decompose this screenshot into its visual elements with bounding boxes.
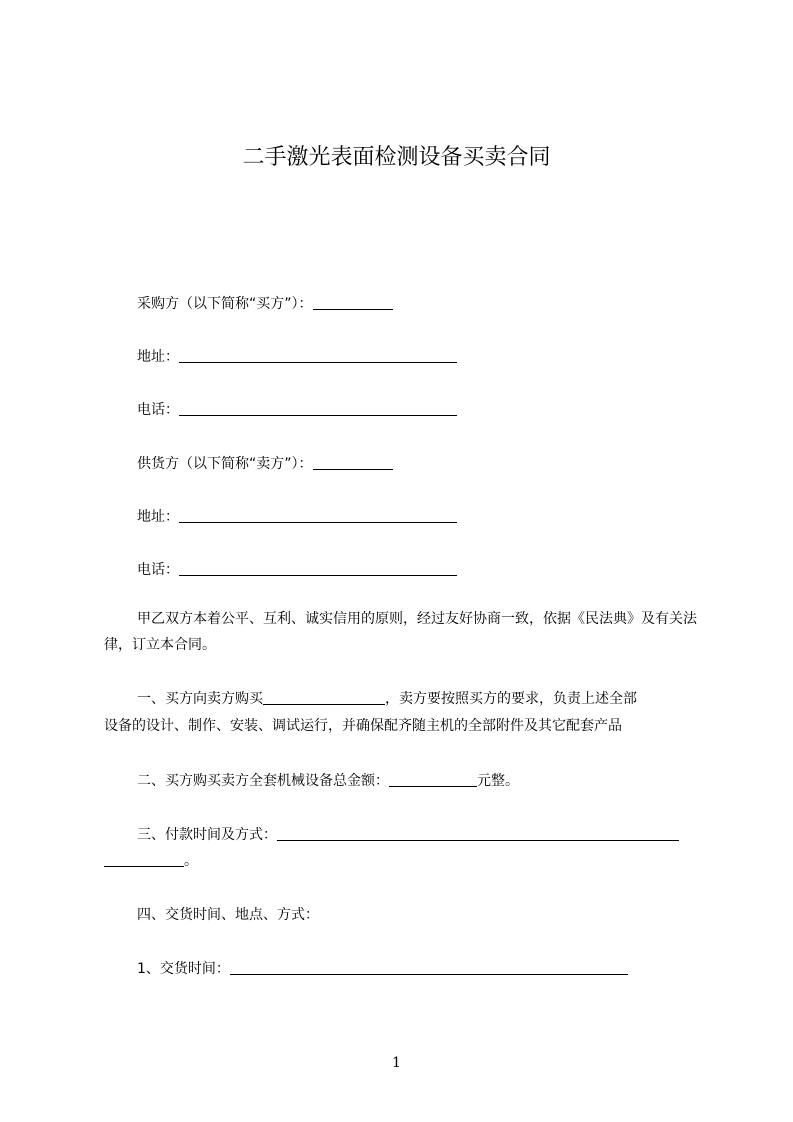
seller-phone-label: 电话： bbox=[137, 562, 179, 578]
seller-line bbox=[137, 455, 393, 473]
clause4-item1-line bbox=[137, 960, 628, 978]
clause3-line2 bbox=[104, 852, 198, 870]
buyer-phone-line bbox=[137, 401, 457, 419]
delivery-time-blank[interactable] bbox=[230, 960, 628, 975]
buyer-phone-label: 电话： bbox=[137, 402, 179, 418]
buyer-name-blank[interactable] bbox=[313, 295, 393, 310]
buyer-address-line bbox=[137, 348, 457, 366]
clause3-payment-blank-continued[interactable] bbox=[104, 852, 184, 867]
clause3-payment-blank[interactable] bbox=[277, 826, 679, 841]
clause3-line1 bbox=[137, 826, 679, 844]
clause1-prefix: 一、买方向卖方购买 bbox=[137, 691, 263, 707]
buyer-address-label: 地址： bbox=[137, 349, 179, 365]
seller-address-label: 地址： bbox=[137, 509, 179, 525]
buyer-address-blank[interactable] bbox=[179, 348, 457, 363]
seller-address-line bbox=[137, 508, 457, 526]
buyer-line bbox=[137, 295, 393, 313]
seller-name-blank[interactable] bbox=[313, 455, 393, 470]
clause4-heading: 四、交货时间、地点、方式： bbox=[137, 907, 319, 923]
clause1-line2: 设备的设计、制作、安装、调试运行，并确保配齐随主机的全部附件及其它配套产品 bbox=[104, 718, 622, 734]
clause2-amount-blank[interactable] bbox=[389, 772, 477, 787]
clause1-suffix: ，卖方要按照买方的要求，负责上述全部 bbox=[385, 691, 637, 707]
seller-phone-blank[interactable] bbox=[179, 561, 457, 576]
seller-label: 供货方（以下简称“卖方”）： bbox=[137, 456, 313, 472]
clause2-line bbox=[137, 772, 519, 790]
clause2-prefix: 二、买方购买卖方全套机械设备总金额： bbox=[137, 773, 389, 789]
buyer-label: 采购方（以下简称“买方”）： bbox=[137, 296, 313, 312]
clause3-end: 。 bbox=[184, 853, 198, 869]
seller-phone-line bbox=[137, 561, 457, 579]
clause2-suffix: 元整。 bbox=[477, 773, 519, 789]
preamble-paragraph: 甲乙双方本着公平、互利、诚实信用的原则，经过友好协商一致，依据《民法典》及有关法律，订立本合同。 bbox=[104, 611, 697, 653]
clause3-prefix: 三、付款时间及方式： bbox=[137, 827, 277, 843]
clause4-item1-label: 1、交货时间： bbox=[137, 961, 230, 977]
page-number: 1 bbox=[392, 1055, 401, 1071]
contract-title: 二手激光表面检测设备买卖合同 bbox=[242, 145, 551, 170]
seller-address-blank[interactable] bbox=[179, 508, 457, 523]
clause1-line1 bbox=[137, 690, 637, 708]
clause1-item-blank[interactable] bbox=[263, 690, 385, 705]
buyer-phone-blank[interactable] bbox=[179, 401, 457, 416]
